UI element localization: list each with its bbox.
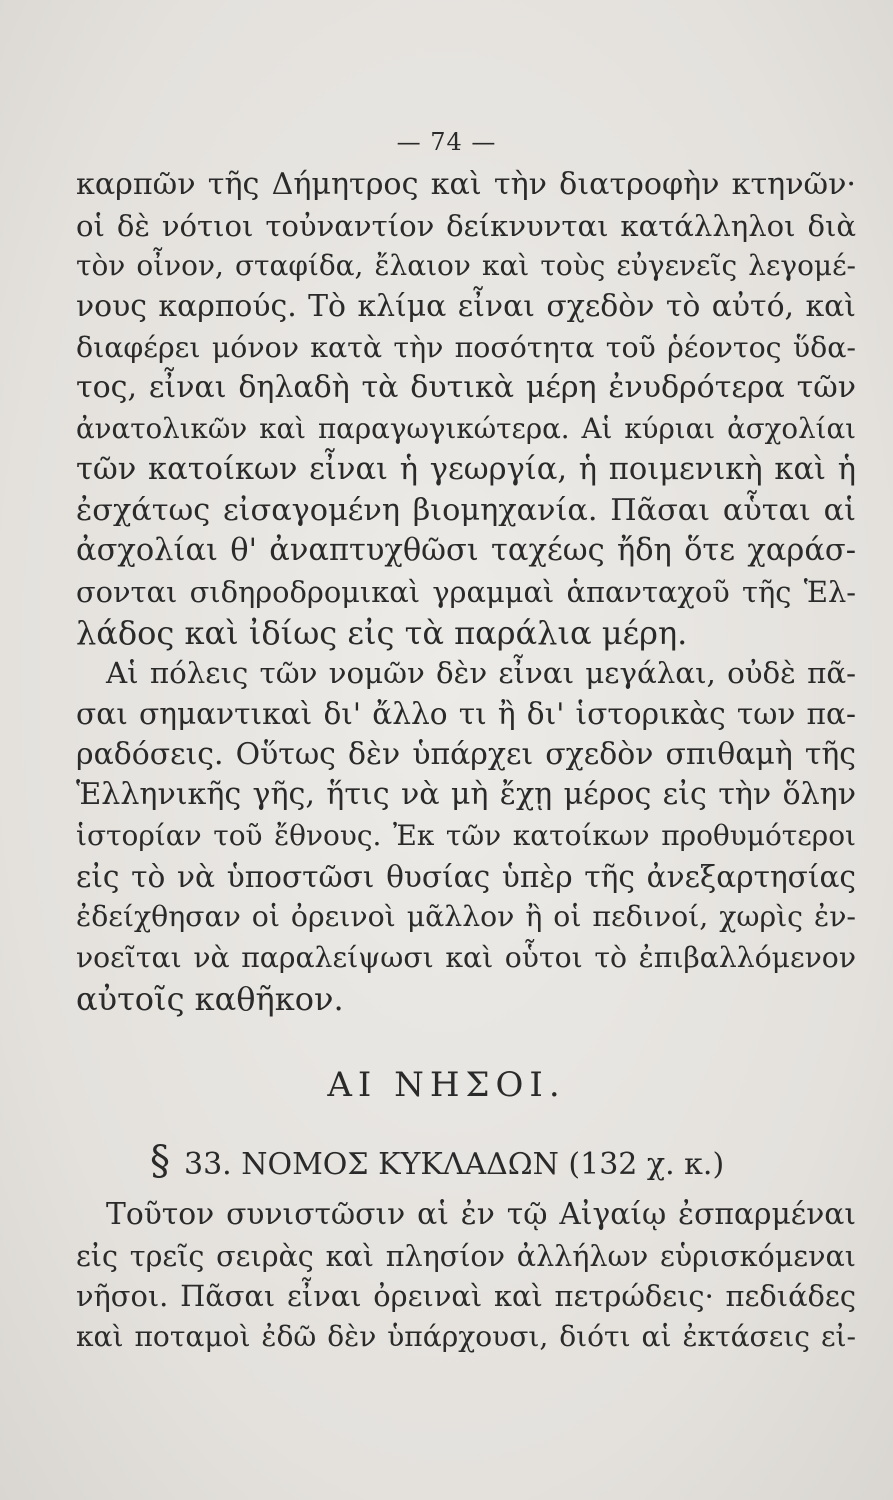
text-line: εἰς τρεῖς σειρὰς καὶ πλησίον ἀλλήλων εὑρισκόμεναι <box>76 1238 856 1273</box>
page-number: — 74 — <box>396 128 497 156</box>
text-line: νῆσοι. Πᾶσαι εἶναι ὀρειναὶ καὶ πετρώδεις· πεδιάδες <box>76 1279 856 1314</box>
text-line: ἱστορίαν τοῦ ἔθνους. Ἐκ τῶν κατοίκων προθυμότεροι <box>76 819 856 852</box>
body-text-islands <box>76 1195 856 1358</box>
section-title <box>150 1138 790 1184</box>
text-line: διαφέρει μόνον κατὰ τὴν ποσότητα τοῦ ῥέοντος ὕδα- <box>76 330 856 364</box>
text-line: αὐτοῖς καθῆκον. <box>76 979 344 1018</box>
text-line: καὶ ποταμοὶ ἐδῶ δὲν ὑπάρχουσι, διότι αἱ ἐκτάσεις εἰ- <box>76 1320 856 1354</box>
text-line: καρπῶν τῆς Δήμητρος καὶ τὴν διατροφὴν κτηνῶν· <box>76 167 856 202</box>
section-symbol: § <box>150 1138 170 1184</box>
text-line: ραδόσεις. Οὕτως δὲν ὑπάρχει σχεδὸν σπιθαμὴ τῆς <box>76 736 856 772</box>
text-line: οἱ δὲ νότιοι τοὐναντίον δείκνυνται κατάλληλοι διὰ <box>76 208 856 243</box>
text-line: νοεῖται νὰ παραλείψωσι καὶ οὗτοι τὸ ἐπιβαλλόμενον <box>76 941 856 975</box>
text-line: σαι σημαντικαὶ δι' ἄλλο τι ἢ δι' ἱστορικὰς των πα- <box>76 696 856 731</box>
text-line: ἐσχάτως εἰσαγομένη βιομηχανία. Πᾶσαι αὗται αἱ <box>76 492 856 528</box>
text-line: εἰς τὸ νὰ ὑποστῶσι θυσίας ὑπὲρ τῆς ἀνεξαρτησίας <box>76 859 856 894</box>
text-line: ἀνατολικῶν καὶ παραγωγικώτερα. Αἱ κύριαι ἀσχολίαι <box>76 412 856 446</box>
text-line: σονται σιδηροδρομικαὶ γραμμαὶ ἁπανταχοῦ τῆς Ἑλ- <box>76 574 856 609</box>
text-line: Τοῦτον συνιστῶσιν αἱ ἐν τῷ Αἰγαίῳ ἐσπαρμέναι <box>106 1197 856 1232</box>
text-line: τῶν κατοίκων εἶναι ἡ γεωργία, ἡ ποιμενικὴ καὶ ἡ <box>76 451 856 487</box>
text-line: ἐδείχθησαν οἱ ὀρεινοὶ μᾶλλον ἢ οἱ πεδινοί, χωρὶς ἐν- <box>76 900 856 934</box>
body-text <box>76 165 856 1019</box>
text-line: λάδος καὶ ἰδίως εἰς τὰ παράλια μέρη. <box>76 613 688 652</box>
text-line: τος, εἶναι δηλαδὴ τὰ δυτικὰ μέρη ἐνυδρότερα τῶν <box>76 370 856 406</box>
text-line: νους καρπούς. Τὸ κλίμα εἶναι σχεδὸν τὸ αὐτό, καὶ <box>76 289 856 325</box>
text-line: τὸν οἶνον, σταφίδα, ἔλαιον καὶ τοὺς εὐγενεῖς λεγομέ- <box>76 249 856 283</box>
chapter-heading: ΑΙ ΝΗΣΟΙ. <box>327 1065 566 1105</box>
text-line: ἀσχολίαι θ' ἀναπτυχθῶσι ταχέως ἤδη ὅτε χαράσ- <box>76 533 856 569</box>
section-title-text: 33. ΝΟΜΟΣ ΚΥΚΛΑΔΩΝ (132 χ. κ.) <box>184 1147 725 1182</box>
text-line: Αἱ πόλεις τῶν νομῶν δὲν εἶναι μεγάλαι, οὐδὲ πᾶ- <box>106 656 856 691</box>
text-line: Ἑλληνικῆς γῆς, ἥτις νὰ μὴ ἔχῃ μέρος εἰς τὴν ὅλην <box>76 777 856 813</box>
